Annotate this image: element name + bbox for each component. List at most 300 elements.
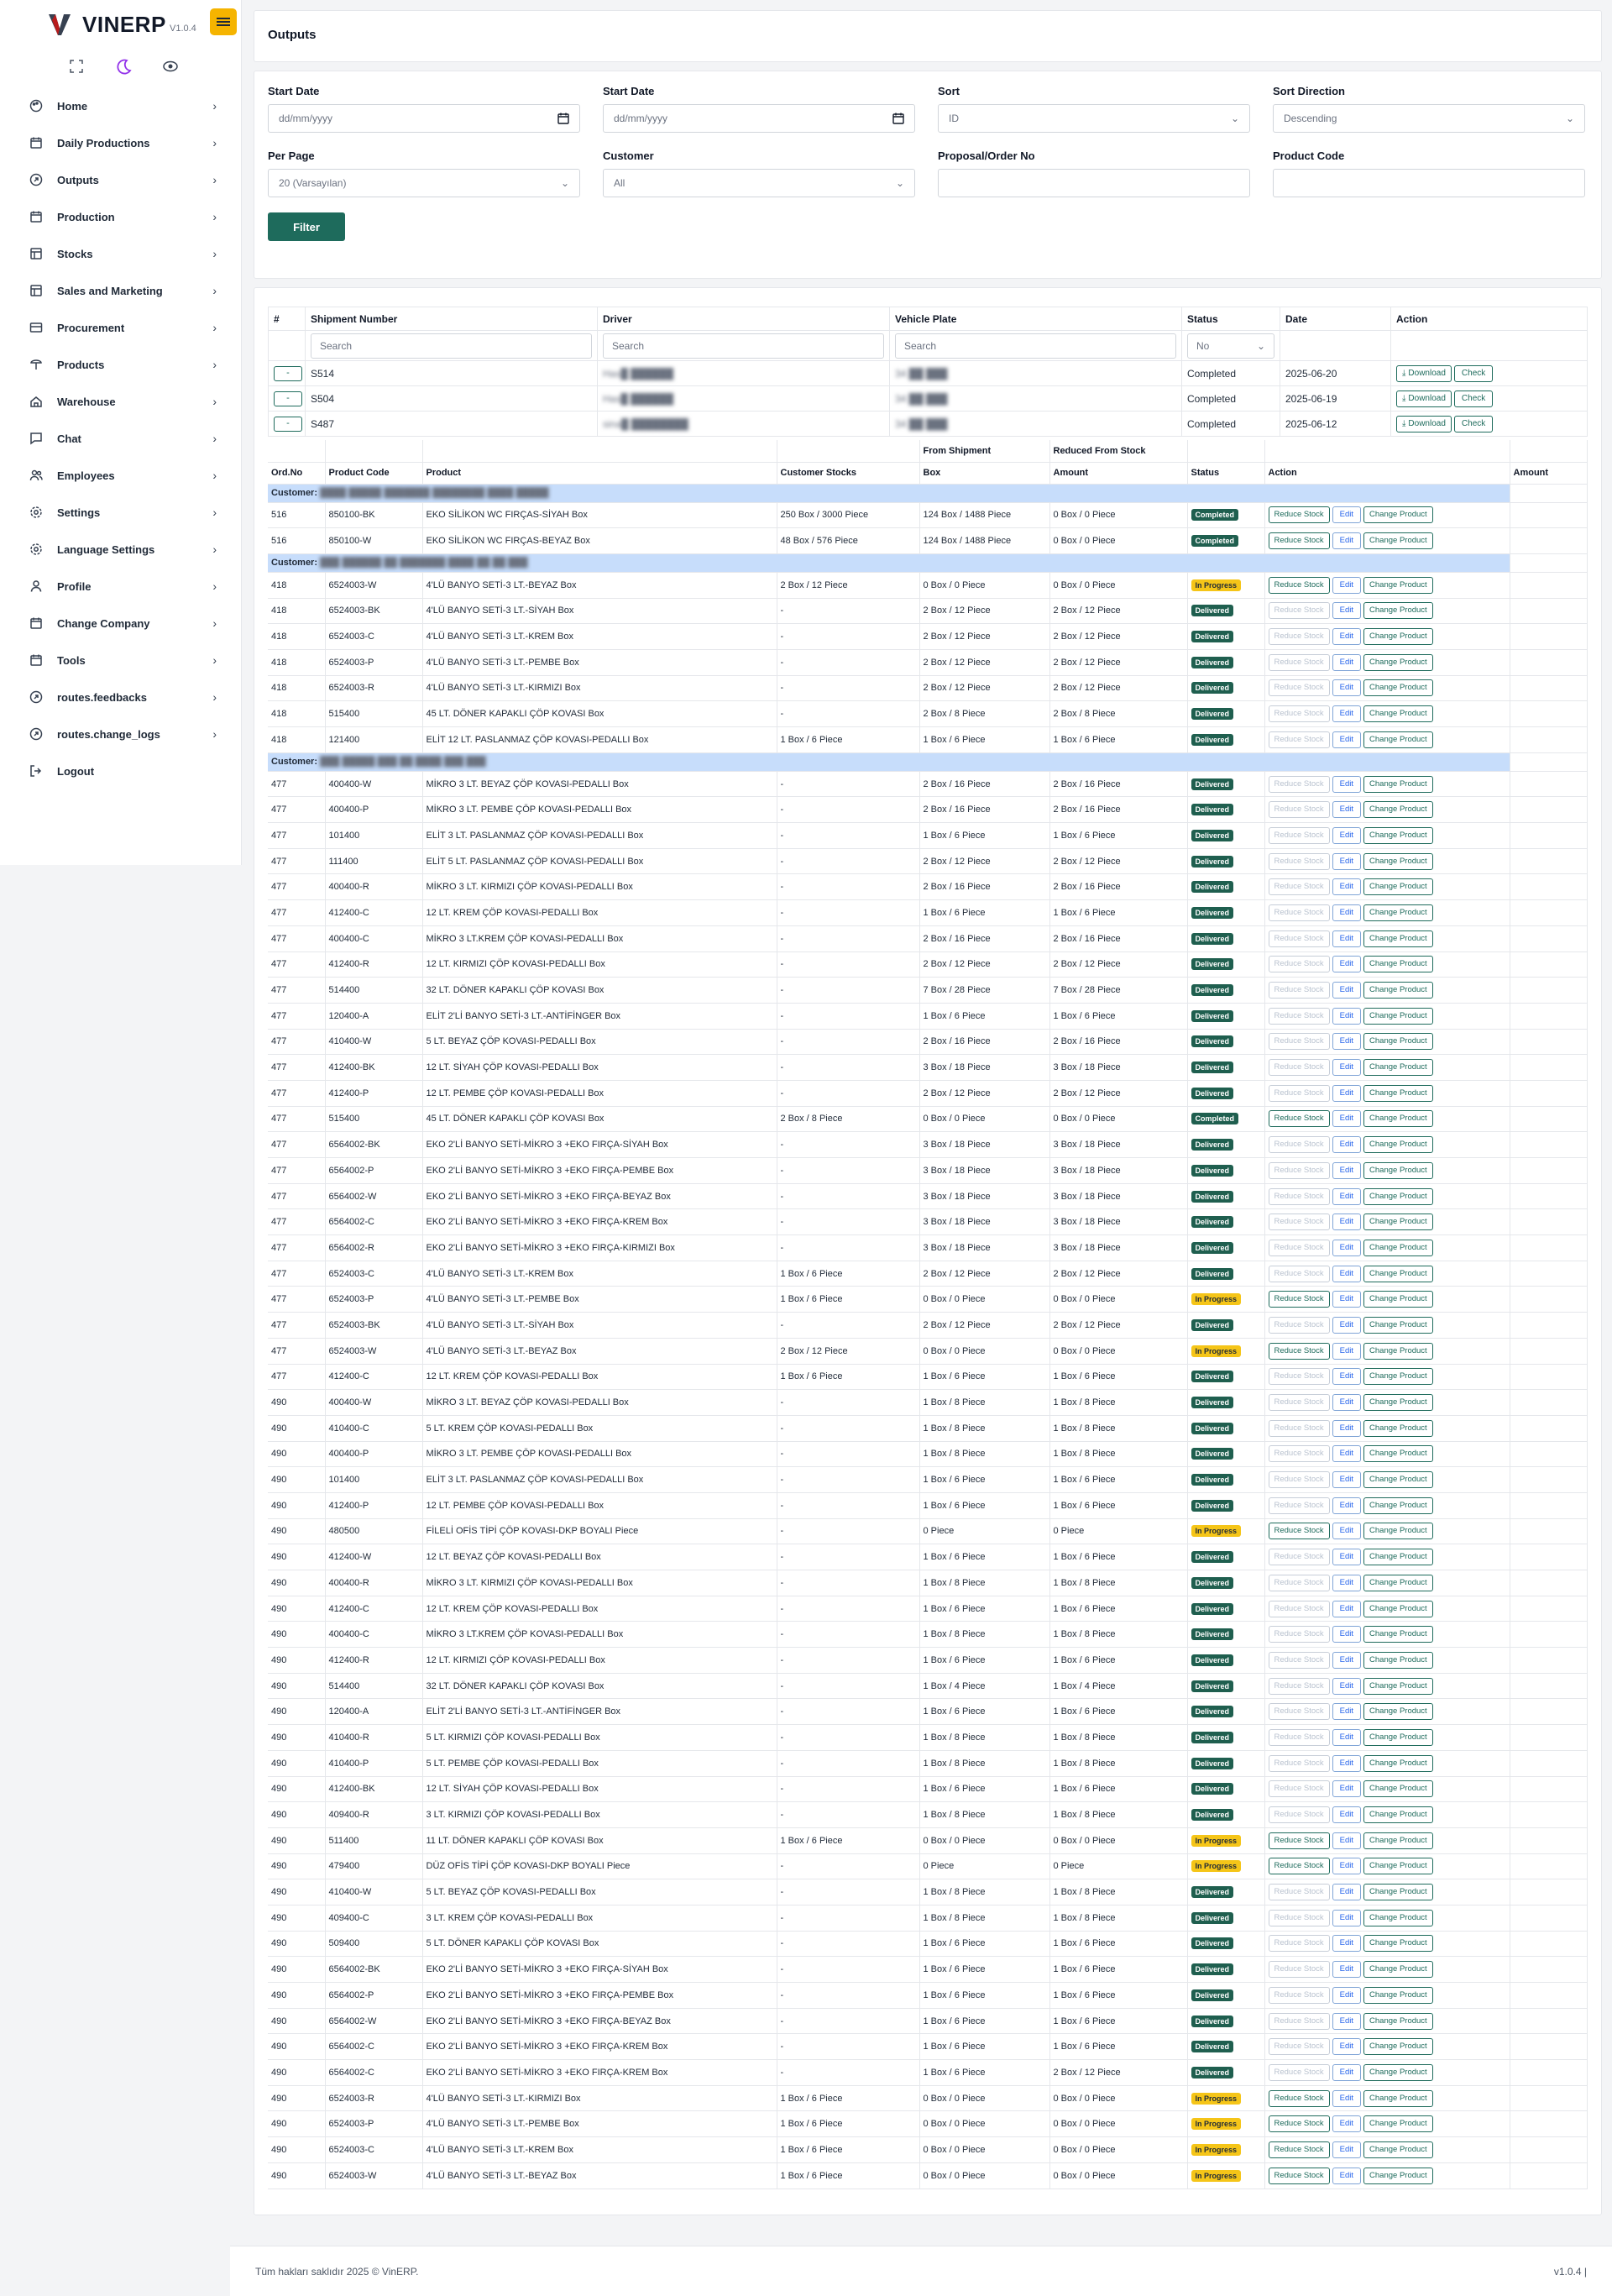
edit-button[interactable]: Edit bbox=[1332, 827, 1361, 844]
item-actions bbox=[1264, 649, 1510, 675]
from-shipment-box: 1 Box / 8 Piece bbox=[919, 1570, 1049, 1596]
change-product-button[interactable]: Change Product bbox=[1363, 1033, 1433, 1050]
change-product-button[interactable]: Change Product bbox=[1363, 654, 1433, 671]
reduce-stock-button[interactable]: Reduce Stock bbox=[1269, 1652, 1330, 1669]
edit-button[interactable]: Edit bbox=[1332, 1652, 1361, 1669]
table-row bbox=[268, 1931, 1588, 1957]
edit-button[interactable]: Edit bbox=[1332, 2013, 1361, 2030]
reduce-stock-button[interactable]: Reduce Stock bbox=[1269, 1523, 1330, 1539]
edit-button[interactable]: Edit bbox=[1332, 1317, 1361, 1334]
change-product-button[interactable]: Change Product bbox=[1363, 982, 1433, 999]
reduce-stock-button[interactable]: Reduce Stock bbox=[1269, 1240, 1330, 1256]
reduce-stock-button[interactable]: Reduce Stock bbox=[1269, 1445, 1330, 1462]
change-product-button[interactable]: Change Product bbox=[1363, 801, 1433, 818]
customer-stocks: - bbox=[777, 1029, 919, 1055]
change-product-button[interactable]: Change Product bbox=[1363, 1652, 1433, 1669]
reduce-stock-button[interactable]: Reduce Stock bbox=[1269, 1291, 1330, 1308]
edit-button[interactable]: Edit bbox=[1332, 1033, 1361, 1050]
proposal-input[interactable] bbox=[938, 169, 1250, 197]
eye-icon[interactable] bbox=[160, 55, 181, 77]
reduce-stock-button[interactable]: Reduce Stock bbox=[1269, 532, 1330, 549]
edit-button[interactable]: Edit bbox=[1332, 705, 1361, 722]
change-product-button[interactable]: Change Product bbox=[1363, 2115, 1433, 2132]
collapse-toggle-button[interactable]: - bbox=[274, 417, 302, 432]
reduce-stock-button[interactable]: Reduce Stock bbox=[1269, 2064, 1330, 2081]
reduce-stock-button[interactable]: Reduce Stock bbox=[1269, 1266, 1330, 1282]
reduce-stock-button[interactable]: Reduce Stock bbox=[1269, 2115, 1330, 2132]
edit-button[interactable]: Edit bbox=[1332, 1678, 1361, 1695]
from-shipment-box: 1 Box / 4 Piece bbox=[919, 1673, 1049, 1699]
product-name: MİKRO 3 LT. PEMBE ÇÖP KOVASI-PEDALLI Box bbox=[422, 1441, 777, 1467]
reduce-stock-button[interactable]: Reduce Stock bbox=[1269, 1471, 1330, 1488]
reduce-stock-button[interactable]: Reduce Stock bbox=[1269, 1368, 1330, 1385]
reduce-stock-button[interactable]: Reduce Stock bbox=[1269, 2038, 1330, 2055]
edit-button[interactable]: Edit bbox=[1332, 1832, 1361, 1849]
change-product-button[interactable]: Change Product bbox=[1363, 1884, 1433, 1900]
table-row bbox=[268, 1235, 1588, 1261]
sidebar-item-logout[interactable] bbox=[0, 752, 242, 789]
reduce-stock-button[interactable]: Reduce Stock bbox=[1269, 1961, 1330, 1978]
shipment-status: Completed bbox=[1182, 386, 1280, 411]
reduce-stock-button[interactable]: Reduce Stock bbox=[1269, 1703, 1330, 1720]
edit-button[interactable]: Edit bbox=[1332, 2141, 1361, 2158]
edit-button[interactable]: Edit bbox=[1332, 1394, 1361, 1411]
item-status-cell bbox=[1187, 2008, 1264, 2034]
reduce-stock-button[interactable]: Reduce Stock bbox=[1269, 705, 1330, 722]
reduce-stock-button[interactable]: Reduce Stock bbox=[1269, 2090, 1330, 2107]
reduce-stock-button[interactable]: Reduce Stock bbox=[1269, 1987, 1330, 2004]
item-actions bbox=[1264, 1055, 1510, 1081]
sidebar-item-routes-feedbacks[interactable] bbox=[0, 679, 242, 716]
from-shipment-box: 1 Box / 6 Piece bbox=[919, 2060, 1049, 2086]
reduce-stock-button[interactable]: Reduce Stock bbox=[1269, 1033, 1330, 1050]
edit-button[interactable]: Edit bbox=[1332, 1008, 1361, 1025]
status-filter-select[interactable] bbox=[1187, 333, 1274, 359]
reduce-stock-button[interactable]: Reduce Stock bbox=[1269, 1935, 1330, 1952]
edit-button[interactable]: Edit bbox=[1332, 1291, 1361, 1308]
from-shipment-box: 2 Box / 12 Piece bbox=[919, 1080, 1049, 1106]
change-product-button[interactable]: Change Product bbox=[1363, 1420, 1433, 1437]
change-product-button[interactable]: Change Product bbox=[1363, 506, 1433, 523]
change-product-button[interactable]: Change Product bbox=[1363, 1368, 1433, 1385]
per-page-select[interactable] bbox=[268, 169, 580, 197]
reduce-stock-button[interactable]: Reduce Stock bbox=[1269, 1832, 1330, 1849]
edit-button[interactable]: Edit bbox=[1332, 679, 1361, 696]
edit-button[interactable]: Edit bbox=[1332, 1601, 1361, 1617]
change-product-button[interactable]: Change Product bbox=[1363, 2090, 1433, 2107]
reduce-stock-button[interactable]: Reduce Stock bbox=[1269, 577, 1330, 594]
edit-button[interactable]: Edit bbox=[1332, 982, 1361, 999]
reduce-stock-button[interactable]: Reduce Stock bbox=[1269, 1110, 1330, 1127]
change-product-button[interactable]: Change Product bbox=[1363, 1755, 1433, 1772]
table-row bbox=[268, 1364, 1588, 1390]
sidebar-item-tools[interactable] bbox=[0, 642, 242, 679]
reduce-stock-button[interactable]: Reduce Stock bbox=[1269, 1420, 1330, 1437]
change-product-button[interactable]: Change Product bbox=[1363, 776, 1433, 793]
edit-button[interactable]: Edit bbox=[1332, 602, 1361, 619]
edit-button[interactable]: Edit bbox=[1332, 1910, 1361, 1926]
check-button[interactable]: Check bbox=[1454, 391, 1493, 407]
ord-no: 477 bbox=[268, 1158, 325, 1184]
reduce-stock-button[interactable]: Reduce Stock bbox=[1269, 982, 1330, 999]
filter-button[interactable]: Filter bbox=[268, 212, 345, 241]
hamburger-menu-icon[interactable] bbox=[210, 8, 237, 35]
item-actions bbox=[1264, 874, 1510, 900]
reduce-stock-button[interactable]: Reduce Stock bbox=[1269, 2168, 1330, 2184]
edit-button[interactable]: Edit bbox=[1332, 930, 1361, 947]
change-product-button[interactable]: Change Product bbox=[1363, 1394, 1433, 1411]
edit-button[interactable]: Edit bbox=[1332, 1059, 1361, 1076]
status-badge: Delivered bbox=[1191, 1371, 1234, 1382]
search-empty-cell bbox=[1280, 331, 1391, 361]
reduce-stock-button[interactable]: Reduce Stock bbox=[1269, 1780, 1330, 1797]
reduce-stock-button[interactable]: Reduce Stock bbox=[1269, 602, 1330, 619]
change-product-button[interactable]: Change Product bbox=[1363, 705, 1433, 722]
reduce-stock-button[interactable]: Reduce Stock bbox=[1269, 1601, 1330, 1617]
from-shipment-box: 0 Box / 0 Piece bbox=[919, 2085, 1049, 2111]
edit-button[interactable]: Edit bbox=[1332, 1368, 1361, 1385]
edit-button[interactable]: Edit bbox=[1332, 1806, 1361, 1823]
calendar-icon[interactable] bbox=[557, 113, 569, 124]
edit-button[interactable]: Edit bbox=[1332, 1987, 1361, 2004]
reduce-stock-button[interactable]: Reduce Stock bbox=[1269, 1394, 1330, 1411]
change-product-button[interactable]: Change Product bbox=[1363, 1240, 1433, 1256]
reduce-stock-button[interactable]: Reduce Stock bbox=[1269, 1729, 1330, 1746]
amount-cell bbox=[1510, 1750, 1588, 1776]
sidebar-item-home[interactable] bbox=[0, 87, 242, 124]
table-row bbox=[268, 978, 1588, 1004]
product-code: 479400 bbox=[325, 1853, 422, 1879]
col-reduced-from-stock: Reduced From Stock bbox=[1049, 440, 1187, 462]
sidebar-item-language-settings[interactable] bbox=[0, 531, 242, 568]
sidebar-item-label: Language Settings bbox=[57, 543, 155, 556]
reduce-stock-button[interactable]: Reduce Stock bbox=[1269, 1755, 1330, 1772]
edit-button[interactable]: Edit bbox=[1332, 1420, 1361, 1437]
edit-button[interactable]: Edit bbox=[1332, 2168, 1361, 2184]
edit-button[interactable]: Edit bbox=[1332, 2115, 1361, 2132]
edit-button[interactable]: Edit bbox=[1332, 1961, 1361, 1978]
product-code-input[interactable] bbox=[1273, 169, 1585, 197]
change-product-button[interactable]: Change Product bbox=[1363, 1471, 1433, 1488]
change-product-button[interactable]: Change Product bbox=[1363, 1549, 1433, 1565]
reduce-stock-button[interactable]: Reduce Stock bbox=[1269, 904, 1330, 921]
start-date-1-input[interactable] bbox=[268, 104, 580, 133]
reduce-stock-button[interactable]: Reduce Stock bbox=[1269, 1136, 1330, 1153]
change-product-button[interactable]: Change Product bbox=[1363, 2141, 1433, 2158]
edit-button[interactable]: Edit bbox=[1332, 1471, 1361, 1488]
ord-no: 477 bbox=[268, 951, 325, 978]
sidebar-item-label: routes.feedbacks bbox=[57, 690, 147, 704]
chevron-right-icon: › bbox=[212, 321, 217, 334]
edit-button[interactable]: Edit bbox=[1332, 1755, 1361, 1772]
edit-button[interactable]: Edit bbox=[1332, 1445, 1361, 1462]
reduce-stock-button[interactable]: Reduce Stock bbox=[1269, 1910, 1330, 1926]
edit-button[interactable]: Edit bbox=[1332, 1858, 1361, 1874]
sort-direction-value: Descending bbox=[1284, 113, 1337, 124]
reduce-stock-button[interactable]: Reduce Stock bbox=[1269, 731, 1330, 748]
download-button[interactable] bbox=[1396, 391, 1452, 407]
edit-button[interactable]: Edit bbox=[1332, 577, 1361, 594]
ord-no: 477 bbox=[268, 1338, 325, 1364]
edit-button[interactable]: Edit bbox=[1332, 2064, 1361, 2081]
calendar-icon[interactable] bbox=[892, 113, 904, 124]
sort-direction-select[interactable] bbox=[1273, 104, 1585, 133]
item-status-cell bbox=[1187, 1622, 1264, 1648]
amount-cell bbox=[1510, 1390, 1588, 1416]
reduce-stock-button[interactable]: Reduce Stock bbox=[1269, 2013, 1330, 2030]
amount-cell bbox=[1510, 1209, 1588, 1235]
change-product-button[interactable]: Change Product bbox=[1363, 1497, 1433, 1514]
change-product-button[interactable]: Change Product bbox=[1363, 602, 1433, 619]
from-shipment-box: 1 Box / 8 Piece bbox=[919, 1390, 1049, 1416]
edit-button[interactable]: Edit bbox=[1332, 801, 1361, 818]
edit-button[interactable]: Edit bbox=[1332, 1884, 1361, 1900]
sidebar-item-change-company[interactable] bbox=[0, 605, 242, 642]
reduce-stock-button[interactable]: Reduce Stock bbox=[1269, 1188, 1330, 1205]
edit-button[interactable]: Edit bbox=[1332, 1085, 1361, 1102]
change-product-button[interactable]: Change Product bbox=[1363, 628, 1433, 645]
dark-mode-icon[interactable] bbox=[113, 55, 134, 77]
status-badge: Completed bbox=[1191, 535, 1239, 547]
edit-button[interactable]: Edit bbox=[1332, 532, 1361, 549]
sort-select[interactable] bbox=[938, 104, 1250, 133]
reduce-stock-button[interactable]: Reduce Stock bbox=[1269, 1626, 1330, 1643]
reduce-stock-button[interactable]: Reduce Stock bbox=[1269, 1008, 1330, 1025]
change-product-button[interactable]: Change Product bbox=[1363, 956, 1433, 972]
reduce-stock-button[interactable]: Reduce Stock bbox=[1269, 1059, 1330, 1076]
amount-cell bbox=[1510, 528, 1588, 554]
customer-select[interactable] bbox=[603, 169, 915, 197]
change-product-button[interactable]: Change Product bbox=[1363, 1445, 1433, 1462]
ord-no: 490 bbox=[268, 2008, 325, 2034]
edit-button[interactable]: Edit bbox=[1332, 1703, 1361, 1720]
edit-button[interactable]: Edit bbox=[1332, 731, 1361, 748]
change-product-button[interactable]: Change Product bbox=[1363, 1059, 1433, 1076]
status-badge: Delivered bbox=[1191, 1758, 1234, 1769]
edit-button[interactable]: Edit bbox=[1332, 853, 1361, 870]
edit-button[interactable]: Edit bbox=[1332, 1240, 1361, 1256]
start-date-2-input[interactable] bbox=[603, 104, 915, 133]
reduce-stock-button[interactable]: Reduce Stock bbox=[1269, 506, 1330, 523]
check-button[interactable]: Check bbox=[1454, 365, 1493, 382]
edit-button[interactable]: Edit bbox=[1332, 776, 1361, 793]
item-actions bbox=[1264, 502, 1510, 528]
change-product-button[interactable]: Change Product bbox=[1363, 1110, 1433, 1127]
reduce-stock-button[interactable]: Reduce Stock bbox=[1269, 1085, 1330, 1102]
reduce-stock-button[interactable]: Reduce Stock bbox=[1269, 827, 1330, 844]
status-badge: Delivered bbox=[1191, 605, 1234, 616]
change-product-button[interactable]: Change Product bbox=[1363, 1832, 1433, 1849]
change-product-button[interactable]: Change Product bbox=[1363, 1136, 1433, 1153]
change-product-button[interactable]: Change Product bbox=[1363, 1961, 1433, 1978]
product-code: 509400 bbox=[325, 1931, 422, 1957]
change-product-button[interactable]: Change Product bbox=[1363, 1910, 1433, 1926]
change-product-button[interactable]: Change Product bbox=[1363, 853, 1433, 870]
reduce-stock-button[interactable]: Reduce Stock bbox=[1269, 1162, 1330, 1179]
reduce-stock-button[interactable]: Reduce Stock bbox=[1269, 679, 1330, 696]
change-product-button[interactable]: Change Product bbox=[1363, 930, 1433, 947]
sidebar-item-production[interactable] bbox=[0, 198, 242, 235]
amount-cell bbox=[1510, 1983, 1588, 2009]
reduce-stock-button[interactable]: Reduce Stock bbox=[1269, 930, 1330, 947]
change-product-button[interactable]: Change Product bbox=[1363, 679, 1433, 696]
product-code: 412400-P bbox=[325, 1492, 422, 1518]
status-badge: Delivered bbox=[1191, 1628, 1234, 1640]
customer-stocks: - bbox=[777, 1492, 919, 1518]
col-product: Product bbox=[422, 462, 777, 484]
change-product-button[interactable]: Change Product bbox=[1363, 1703, 1433, 1720]
reduce-stock-button[interactable]: Reduce Stock bbox=[1269, 1343, 1330, 1360]
vinerp-logo-icon bbox=[47, 12, 72, 37]
edit-button[interactable]: Edit bbox=[1332, 628, 1361, 645]
change-product-button[interactable]: Change Product bbox=[1363, 1987, 1433, 2004]
reduce-stock-button[interactable]: Reduce Stock bbox=[1269, 1317, 1330, 1334]
change-product-button[interactable]: Change Product bbox=[1363, 1858, 1433, 1874]
customer-stocks: 2 Box / 12 Piece bbox=[777, 572, 919, 598]
edit-button[interactable]: Edit bbox=[1332, 956, 1361, 972]
edit-button[interactable]: Edit bbox=[1332, 506, 1361, 523]
edit-button[interactable]: Edit bbox=[1332, 904, 1361, 921]
download-button[interactable] bbox=[1396, 365, 1452, 382]
collapse-toggle-button[interactable]: - bbox=[274, 366, 302, 381]
reduce-stock-button[interactable]: Reduce Stock bbox=[1269, 654, 1330, 671]
edit-button[interactable]: Edit bbox=[1332, 1136, 1361, 1153]
change-product-button[interactable]: Change Product bbox=[1363, 1729, 1433, 1746]
reduce-stock-button[interactable]: Reduce Stock bbox=[1269, 1858, 1330, 1874]
edit-button[interactable]: Edit bbox=[1332, 1523, 1361, 1539]
change-product-button[interactable]: Change Product bbox=[1363, 1085, 1433, 1102]
change-product-button[interactable]: Change Product bbox=[1363, 2038, 1433, 2055]
sidebar-item-stocks[interactable] bbox=[0, 235, 242, 272]
edit-button[interactable]: Edit bbox=[1332, 1266, 1361, 1282]
product-name: 12 LT. BEYAZ ÇÖP KOVASI-PEDALLI Box bbox=[422, 1544, 777, 1570]
sidebar-item-profile[interactable] bbox=[0, 568, 242, 605]
edit-button[interactable]: Edit bbox=[1332, 1214, 1361, 1230]
table-row bbox=[268, 2162, 1588, 2189]
sidebar-item-daily-productions[interactable] bbox=[0, 124, 242, 161]
change-product-button[interactable]: Change Product bbox=[1363, 1291, 1433, 1308]
edit-button[interactable]: Edit bbox=[1332, 2090, 1361, 2107]
sidebar-item-procurement[interactable] bbox=[0, 309, 242, 346]
edit-button[interactable]: Edit bbox=[1332, 1343, 1361, 1360]
change-product-button[interactable]: Change Product bbox=[1363, 731, 1433, 748]
edit-button[interactable]: Edit bbox=[1332, 1549, 1361, 1565]
product-name: 4'LÜ BANYO SETİ-3 LT.-KIRMIZI Box bbox=[422, 675, 777, 701]
status-badge: Delivered bbox=[1191, 1886, 1234, 1898]
edit-button[interactable]: Edit bbox=[1332, 1780, 1361, 1797]
edit-button[interactable]: Edit bbox=[1332, 654, 1361, 671]
from-shipment-box: 3 Box / 18 Piece bbox=[919, 1158, 1049, 1184]
table-row bbox=[268, 1492, 1588, 1518]
change-product-button[interactable]: Change Product bbox=[1363, 1780, 1433, 1797]
reduce-stock-button[interactable]: Reduce Stock bbox=[1269, 1678, 1330, 1695]
reduce-stock-button[interactable]: Reduce Stock bbox=[1269, 776, 1330, 793]
sidebar-item-settings[interactable] bbox=[0, 494, 242, 531]
change-product-button[interactable]: Change Product bbox=[1363, 1162, 1433, 1179]
reduce-stock-button[interactable]: Reduce Stock bbox=[1269, 1214, 1330, 1230]
edit-button[interactable]: Edit bbox=[1332, 1935, 1361, 1952]
change-product-button[interactable]: Change Product bbox=[1363, 1188, 1433, 1205]
change-product-button[interactable]: Change Product bbox=[1363, 1575, 1433, 1591]
sidebar-item-chat[interactable] bbox=[0, 420, 242, 457]
product-code: 111400 bbox=[325, 848, 422, 874]
sidebar-item-employees[interactable] bbox=[0, 457, 242, 494]
edit-button[interactable]: Edit bbox=[1332, 1188, 1361, 1205]
reduce-stock-button[interactable]: Reduce Stock bbox=[1269, 1497, 1330, 1514]
change-product-button[interactable]: Change Product bbox=[1363, 1601, 1433, 1617]
edit-button[interactable]: Edit bbox=[1332, 1162, 1361, 1179]
reduce-stock-button[interactable]: Reduce Stock bbox=[1269, 1549, 1330, 1565]
change-product-button[interactable]: Change Product bbox=[1363, 878, 1433, 895]
edit-button[interactable]: Edit bbox=[1332, 878, 1361, 895]
plate-search[interactable]: Search bbox=[895, 333, 1176, 359]
change-product-button[interactable]: Change Product bbox=[1363, 1214, 1433, 1230]
product-name: ELİT 3 LT. PASLANMAZ ÇÖP KOVASI-PEDALLI Box bbox=[422, 823, 777, 849]
shipment-number-search[interactable]: Search bbox=[311, 333, 592, 359]
customer-field bbox=[603, 149, 915, 197]
edit-button[interactable]: Edit bbox=[1332, 1497, 1361, 1514]
sidebar-item-outputs[interactable] bbox=[0, 161, 242, 198]
fullscreen-icon[interactable] bbox=[65, 55, 87, 77]
change-product-button[interactable]: Change Product bbox=[1363, 1806, 1433, 1823]
change-product-button[interactable]: Change Product bbox=[1363, 577, 1433, 594]
reduce-stock-button[interactable]: Reduce Stock bbox=[1269, 2141, 1330, 2158]
reduce-stock-button[interactable]: Reduce Stock bbox=[1269, 853, 1330, 870]
change-product-button[interactable]: Change Product bbox=[1363, 2168, 1433, 2184]
change-product-button[interactable]: Change Product bbox=[1363, 1523, 1433, 1539]
reduce-stock-button[interactable]: Reduce Stock bbox=[1269, 956, 1330, 972]
customer-stocks: 48 Box / 576 Piece bbox=[777, 528, 919, 554]
change-product-button[interactable]: Change Product bbox=[1363, 1678, 1433, 1695]
sidebar-item-routes-change-logs[interactable] bbox=[0, 716, 242, 752]
chevron-right-icon: › bbox=[212, 247, 217, 260]
change-product-button[interactable]: Change Product bbox=[1363, 2013, 1433, 2030]
driver-search[interactable]: Search bbox=[603, 333, 884, 359]
sidebar-item-products[interactable] bbox=[0, 346, 242, 383]
download-button[interactable] bbox=[1396, 416, 1452, 432]
change-product-button[interactable]: Change Product bbox=[1363, 1626, 1433, 1643]
reduce-stock-button[interactable]: Reduce Stock bbox=[1269, 1884, 1330, 1900]
check-button[interactable]: Check bbox=[1454, 416, 1493, 432]
sidebar-item-sales-and-marketing[interactable] bbox=[0, 272, 242, 309]
edit-button[interactable]: Edit bbox=[1332, 2038, 1361, 2055]
change-product-button[interactable]: Change Product bbox=[1363, 827, 1433, 844]
edit-button[interactable]: Edit bbox=[1332, 1575, 1361, 1591]
product-code: 6524003-R bbox=[325, 675, 422, 701]
sidebar-item-warehouse[interactable] bbox=[0, 383, 242, 420]
reduce-stock-button[interactable]: Reduce Stock bbox=[1269, 1575, 1330, 1591]
item-actions bbox=[1264, 701, 1510, 727]
change-product-button[interactable]: Change Product bbox=[1363, 1008, 1433, 1025]
reduce-stock-button[interactable]: Reduce Stock bbox=[1269, 878, 1330, 895]
change-product-button[interactable]: Change Product bbox=[1363, 1343, 1433, 1360]
reduce-stock-button[interactable]: Reduce Stock bbox=[1269, 628, 1330, 645]
collapse-toggle-button[interactable]: - bbox=[274, 391, 302, 406]
change-product-button[interactable]: Change Product bbox=[1363, 1317, 1433, 1334]
reduce-stock-button[interactable]: Reduce Stock bbox=[1269, 1806, 1330, 1823]
change-product-button[interactable]: Change Product bbox=[1363, 1266, 1433, 1282]
edit-button[interactable]: Edit bbox=[1332, 1729, 1361, 1746]
change-product-button[interactable]: Change Product bbox=[1363, 2064, 1433, 2081]
item-status-cell bbox=[1187, 1957, 1264, 1983]
change-product-button[interactable]: Change Product bbox=[1363, 904, 1433, 921]
edit-button[interactable]: Edit bbox=[1332, 1110, 1361, 1127]
reduce-stock-button[interactable]: Reduce Stock bbox=[1269, 801, 1330, 818]
edit-button[interactable]: Edit bbox=[1332, 1626, 1361, 1643]
product-code: 6524003-C bbox=[325, 624, 422, 650]
change-product-button[interactable]: Change Product bbox=[1363, 532, 1433, 549]
change-product-button[interactable]: Change Product bbox=[1363, 1935, 1433, 1952]
